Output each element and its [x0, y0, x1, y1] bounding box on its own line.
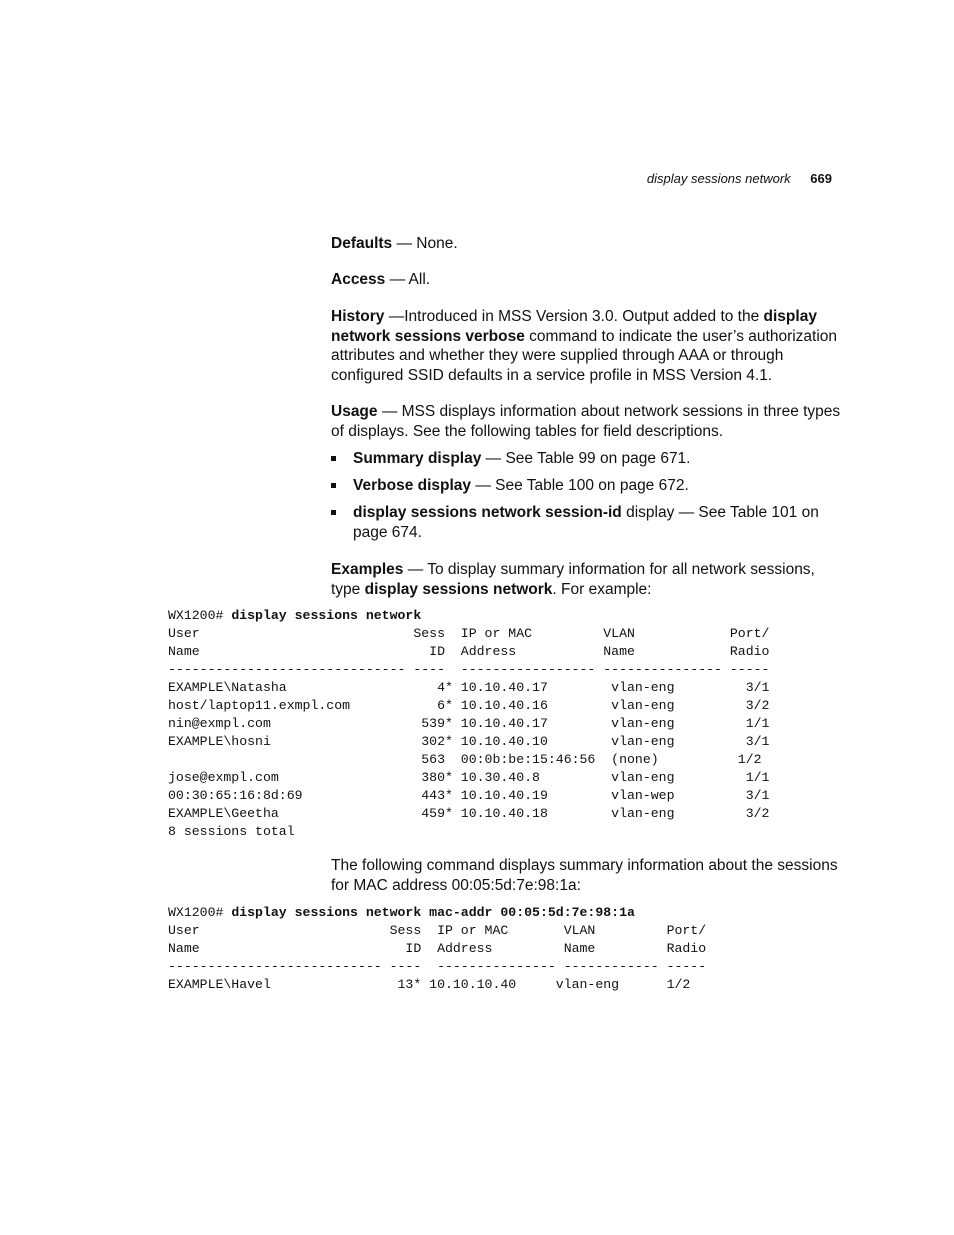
examples-command: display sessions network [364, 580, 553, 598]
usage-paragraph [331, 402, 843, 441]
examples-label: Examples [331, 561, 404, 578]
bullet-icon [331, 510, 336, 515]
bullet-label: display sessions network session-id [353, 504, 622, 521]
code-line: EXAMPLE\Natasha 4* 10.10.40.17 vlan-eng 3/1 [168, 680, 770, 695]
defaults-text: — None. [392, 235, 458, 252]
usage-text: — MSS displays information about network sessions in three types of displays. See the following tables for field descriptions. [331, 403, 841, 440]
code-line: User Sess IP or MAC VLAN Port/ [168, 923, 707, 938]
page-number: 669 [810, 171, 832, 186]
usage-label: Usage [331, 403, 378, 420]
code-prompt-line [168, 904, 706, 922]
code-line: nin@exmpl.com 539* 10.10.40.17 vlan-eng 1/1 [168, 716, 770, 731]
code-command: display sessions network [231, 608, 422, 623]
bullet-text: — See Table 99 on page 671. [481, 450, 691, 467]
code-line: User Sess IP or MAC VLAN Port/ [168, 626, 770, 641]
bullet-text: display — See Table 101 on page 674. [353, 504, 819, 541]
code-prompt-line [168, 607, 769, 625]
code-line: EXAMPLE\Havel 13* 10.10.10.40 vlan-eng 1/2 [168, 977, 691, 992]
running-header [600, 171, 832, 186]
code-line: Name ID Address Name Radio [168, 644, 770, 659]
history-label: History [331, 308, 385, 325]
code-line: host/laptop11.exmpl.com 6* 10.10.40.16 vlan-eng 3/2 [168, 698, 770, 713]
examples-text-2: . For example: [552, 580, 652, 598]
code-line: jose@exmpl.com 380* 10.30.40.8 vlan-eng 1/1 [168, 770, 770, 785]
code-block-mac [168, 904, 706, 994]
code-line: ------------------------------ ---- ----------------- --------------- ----- [168, 662, 770, 677]
code-command: display sessions network mac-addr 00:05:5d:7e:98:1a [231, 905, 635, 920]
examples-paragraph [331, 560, 843, 599]
code-line: EXAMPLE\Geetha 459* 10.10.40.18 vlan-eng 3/2 [168, 806, 770, 821]
examples-text-1: — To display summary information for all network sessions, type [331, 561, 815, 598]
bullet-label: Verbose display [353, 477, 472, 494]
code-line: 8 sessions total [168, 824, 295, 839]
code-line: 563 00:0b:be:15:46:56 (none) 1/2 [168, 752, 762, 767]
history-text-1: —Introduced in MSS Version 3.0. Output added to the [384, 308, 764, 325]
bullet-icon [331, 483, 336, 488]
code-prompt: WX1200# [168, 905, 232, 920]
access-paragraph [331, 270, 843, 290]
access-text: — All. [385, 271, 431, 288]
bullet-text: — See Table 100 on page 672. [471, 477, 689, 494]
bullet-icon [331, 456, 336, 461]
following-paragraph [331, 856, 843, 895]
access-label: Access [331, 271, 386, 288]
code-line: EXAMPLE\hosni 302* 10.10.40.10 vlan-eng 3/1 [168, 734, 770, 749]
defaults-label: Defaults [331, 235, 393, 252]
code-block-sessions [168, 607, 769, 841]
code-line: Name ID Address Name Radio [168, 941, 707, 956]
code-prompt: WX1200# [168, 608, 232, 623]
code-line: 00:30:65:16:8d:69 443* 10.10.40.19 vlan-wep 3/1 [168, 788, 770, 803]
history-command: display network sessions verbose [331, 308, 817, 345]
history-text-2: command to indicate the user’s authorization attributes and whether they were supplied through AAA or through configured SSID defaults in a service profile in MSS Version 4.1. [331, 327, 838, 384]
code-line: --------------------------- ---- --------------- ------------ ----- [168, 959, 707, 974]
defaults-paragraph [331, 234, 843, 254]
running-title: display sessions network [646, 171, 791, 186]
history-paragraph [331, 307, 843, 385]
following-text: The following command displays summary information about the sessions for MAC address 00:05:5d:7e:98:1a: [331, 857, 838, 894]
bullet-label: Summary display [353, 450, 482, 467]
